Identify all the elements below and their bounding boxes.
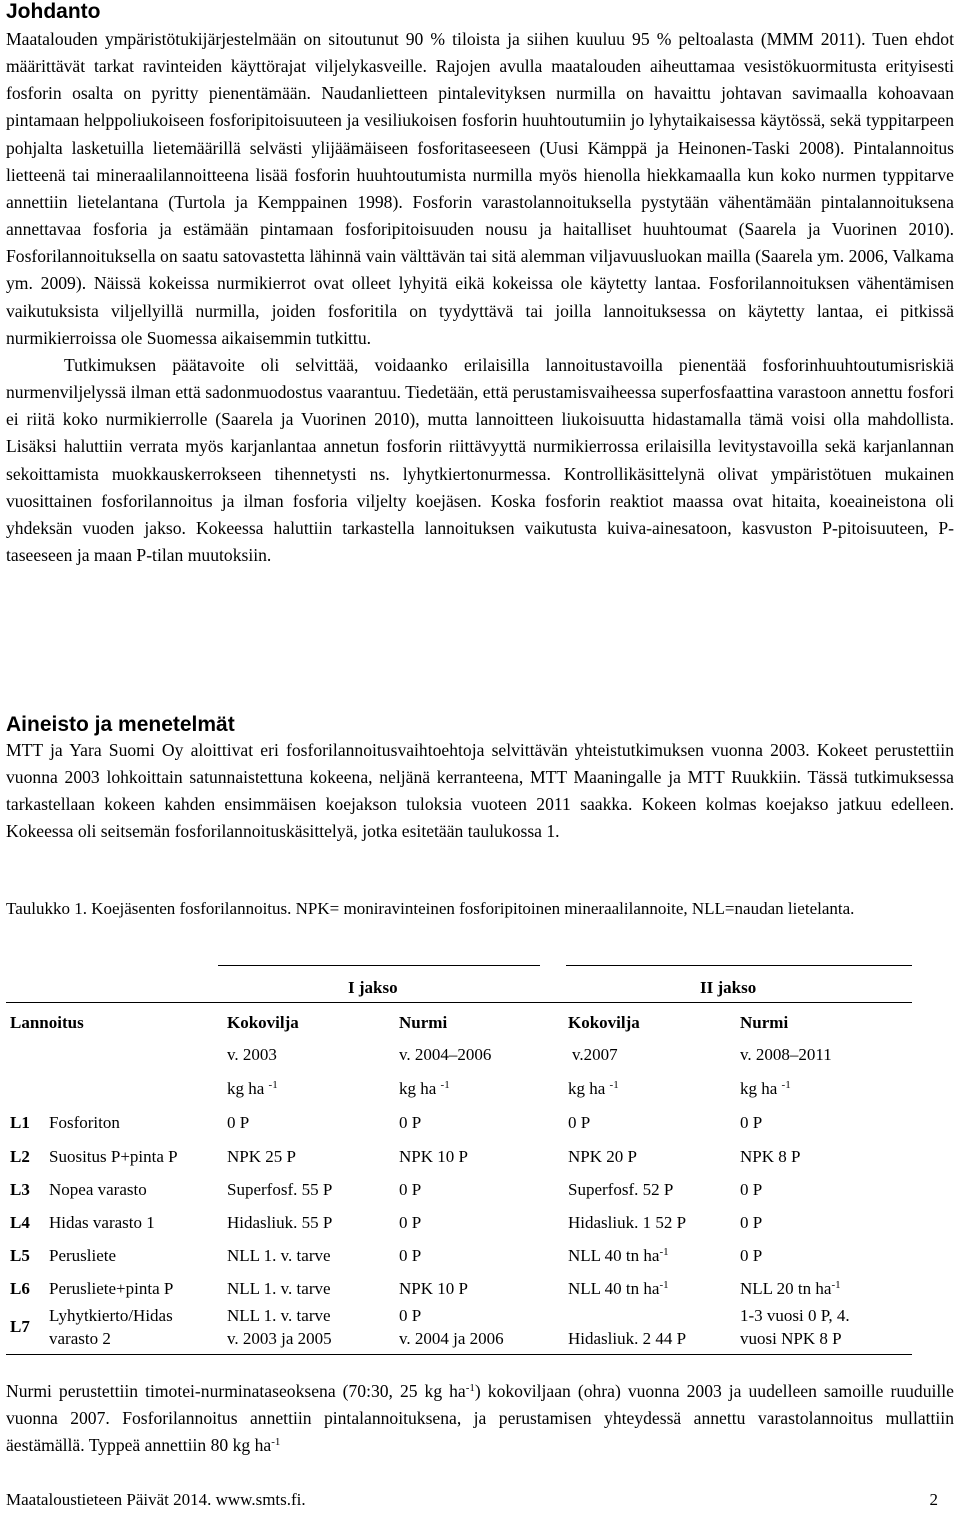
row-n2: 0 P <box>740 1213 763 1232</box>
page-footer <box>6 1490 954 1510</box>
row-name: Suositus P+pinta P <box>49 1147 178 1166</box>
bottom-paragraph: Nurmi perustettiin timotei-nurminataseoksena (70:30, 25 kg $ha^{-1}$) kokoviljaan (ohra) vuonna 2003 ja uudelleen samoille ruuduille vuonna 2007. Fosforilannoitus annettiin pintalannoituksena, ja perustamisen yhteydessä annettu varastolannoitus mullattiin äestämällä. Typpeä annettiin 80 kg $ha^{-1}$ <box>6 1381 954 1456</box>
year-n2: v. 2008–2011 <box>740 1045 832 1064</box>
row-k1-line-2: v. 2003 ja 2005 <box>227 1329 332 1348</box>
row-name: Perusliete <box>49 1246 117 1265</box>
col-kokovilja-1-header: Kokovilja <box>227 1013 299 1032</box>
period-1-header: I jakso <box>348 978 398 997</box>
fertilization-table <box>6 960 954 1360</box>
row-name-line-2: varasto 2 <box>49 1329 111 1348</box>
intro-paragraph-1: Maatalouden ympäristötukijärjestelmään on sitoutunut 90 % tiloista ja siihen kuuluu 95 % peltoalasta (MMM 2011). Tuen ehdot määrittävät tarkat ravinteiden käyttörajat viljelykasveille. Rajojen avulla maatalouden aiheuttamaa vesistökuormitusta erityisesti fosforin osalta on pyritty pienentämään. Naudanlietteen pintalevityksen nurmilla on havaittu johtavan savimaalla kohoavaan pintamaan helppoliukoiseen fosforipitoisuuteen ja vesiliukoisen fosforin huuhtoutumiin jo lyhytaikaisessa käytössä, sekä typpitarpeen pohjalta lasketuilla lietemäärillä selvästi ylijäämäiseen fosforitaseeseen (Uusi Kämppä ja Heinonen-Taski 2008). Pintalannoitus lietteenä tai mineraalilannoitteena lisää fosforin huuhtoutumista nurmilla myös hienolla hiekkamaalla kun koko nurmen typpitarve annettiin lietelantana (Turtola ja Kemppainen 1998). Fosforin varastolannoituksella pystytään vähentämään pintalannoituksena annettavaa fosforia ja estämään pintamaan fosforipitoisuuden nousu ja haitalliset huuhtoumat (Saarela ja Vuorinen 2010). Fosforilannoituksella on saatu satovastetta lähinnä vain välttävän tai sitä alemman viljavuusluokan mailla (Saarela ym. 2006, Valkama ym. 2009). Näissä kokeissa nurmikierrot ovat olleet lyhyitä eikä kokeissa ole käytetty lantaa. Fosforilannoituksen vähentämisen vaikutuksista viljellyillä nurmilla, joiden fosforitila on tyydyttävä tai joilla lannoituksessa on käytetty lantaa, ei pitkissä nurmikierroissa ole Suomessa aikaisemmin tutkittu. <box>6 29 954 348</box>
unit-n1: kg ha $^{-1}$ <box>399 1079 450 1098</box>
col-nurmi-1-header: Nurmi <box>399 1013 448 1032</box>
table-top-rule-right <box>566 965 912 966</box>
row-id: L3 <box>10 1180 30 1199</box>
row-k1-line-1: NLL 1. v. tarve <box>227 1306 331 1325</box>
methods-paragraph-1: MTT ja Yara Suomi Oy aloittivat eri fosforilannoitusvaihtoehtoja selvittävän yhteistutkimuksen vuonna 2003. Kokeet perustettiin vuonna 2003 lohkoittain satunnaistettuna kokeena, neljänä kerranteena, MTT Maaningalle ja MTT Ruukkiin. Tässä tutkimuksessa tarkastellaan kokeen kahden ensimmäisen koejakson tuloksia vuoteen 2011 saakka. Kokeen kolmas koejakso jatkuu edelleen. Kokeessa oli seitsemän fosforilannoituskäsittelyä, jotka esitetään taulukossa 1. <box>6 740 954 842</box>
intro-body <box>6 26 954 569</box>
row-id: L4 <box>10 1213 30 1232</box>
row-n2: 0 P <box>740 1246 763 1265</box>
col-kokovilja-2-header: Kokovilja <box>568 1013 640 1032</box>
row-n2: NPK 8 P <box>740 1147 801 1166</box>
row-name: Perusliete+pinta P <box>49 1279 174 1298</box>
unit-k1: kg ha $^{-1}$ <box>227 1079 278 1098</box>
row-n1: 0 P <box>399 1246 422 1265</box>
bottom-body <box>6 1378 954 1459</box>
table-bottom-rule <box>6 1354 912 1355</box>
row-n2: 0 P <box>740 1180 763 1199</box>
row-n1-line-1: 0 P <box>399 1306 422 1325</box>
row-n1: 0 P <box>399 1180 422 1199</box>
row-k1: NLL 1. v. tarve <box>227 1246 331 1265</box>
row-n1: NPK 10 P <box>399 1279 468 1298</box>
row-k2: Hidasliuk. 1 52 P <box>568 1213 687 1232</box>
row-n2-line-1: 1-3 vuosi 0 P, 4. <box>740 1306 850 1325</box>
row-name-line-1: Lyhytkierto/Hidas <box>49 1306 173 1325</box>
row-id: L2 <box>10 1147 30 1166</box>
intro-heading: Johdanto <box>6 0 101 23</box>
methods-heading: Aineisto ja menetelmät <box>6 713 235 736</box>
col-nurmi-2-header: Nurmi <box>740 1013 789 1032</box>
intro-paragraph-2: Tutkimuksen päätavoite oli selvittää, voidaanko erilaisilla lannoitustavoilla pienentää fosforinhuuhtoutumisriskiä nurmenviljelyssä ilman että sadonmuodostus vaarantuu. Tiedetään, että perustamisvaiheessa superfosfaattina varastoon annettu fosfori ei riitä koko nurmikierrolle (Saarela ja Vuorinen 2010), mutta lannoitteen liukoisuutta hidastamalla tämä voisi olla mahdollista. Lisäksi haluttiin verrata myös karjanlantaa annetun fosforin riittävyyttä nurmikierrossa erilaisilla levitystavoilla sekä karjanlannan sekoittamista muokkauskerrokseen tihennetysti ns. lyhytkiertonurmessa. Kontrollikäsittelynä olivat ympäristötuen mukainen vuosittainen fosforilannoitus ja ilman fosforia viljelty koejäsen. Koska fosforin reaktiot maassa ovat hitaita, koeaineistona oli yhdeksän vuoden jakso. Kokeessa haluttiin tarkastella lannoituksen vaikutusta kuiva-ainesatoon, kasvuston P-pitoisuuteen, P-taseeseen ja maan P-tilan muutoksiin. <box>6 354 954 565</box>
period-2-header: II jakso <box>700 978 757 997</box>
row-name: Nopea varasto <box>49 1180 147 1199</box>
row-k1: 0 P <box>227 1113 250 1132</box>
row-id: L7 <box>10 1317 30 1336</box>
unit-n2: kg ha $^{-1}$ <box>740 1079 791 1098</box>
row-k2: NLL 40 tn $ha^{-1}$ <box>568 1246 669 1265</box>
year-n1: v. 2004–2006 <box>399 1045 492 1064</box>
row-k2: 0 P <box>568 1113 591 1132</box>
row-k2: Hidasliuk. 2 44 P <box>568 1329 687 1348</box>
row-n1-line-2: v. 2004 ja 2006 <box>399 1329 504 1348</box>
row-name: Hidas varasto 1 <box>49 1213 155 1232</box>
row-n2: 0 P <box>740 1113 763 1132</box>
methods-body <box>6 737 954 846</box>
row-k1: Superfosf. 55 P <box>227 1180 333 1199</box>
row-k2: NLL 40 tn $ha^{-1}$ <box>568 1279 669 1298</box>
row-k1: NLL 1. v. tarve <box>227 1279 331 1298</box>
year-k2: v.2007 <box>572 1045 618 1064</box>
row-name: Fosforiton <box>49 1113 120 1132</box>
row-id: L6 <box>10 1279 30 1298</box>
unit-k2: kg ha $^{-1}$ <box>568 1079 619 1098</box>
row-id: L5 <box>10 1246 30 1265</box>
table-top-rule-left <box>218 965 540 966</box>
row-k2: Superfosf. 52 P <box>568 1180 674 1199</box>
table-header-rule <box>6 1002 912 1003</box>
table-caption: Taulukko 1. Koejäsenten fosforilannoitus. NPK= moniravinteinen fosforipitoinen mineraalilannoite, NLL=naudan lietelanta. <box>6 899 855 918</box>
row-n1: NPK 10 P <box>399 1147 468 1166</box>
row-n1: 0 P <box>399 1113 422 1132</box>
row-n2: NLL 20 tn $ha^{-1}$ <box>740 1279 841 1298</box>
year-k1: v. 2003 <box>227 1045 277 1064</box>
row-id: L1 <box>10 1113 30 1132</box>
row-k1: NPK 25 P <box>227 1147 296 1166</box>
page-number: 2 <box>929 1490 938 1509</box>
footer-text: Maataloustieteen Päivät 2014. www.smts.fi. <box>6 1490 306 1509</box>
row-k2: NPK 20 P <box>568 1147 637 1166</box>
row-n2-line-2: vuosi NPK 8 P <box>740 1329 842 1348</box>
col-treatment-header: Lannoitus <box>10 1013 84 1032</box>
row-n1: 0 P <box>399 1213 422 1232</box>
row-k1: Hidasliuk. 55 P <box>227 1213 333 1232</box>
